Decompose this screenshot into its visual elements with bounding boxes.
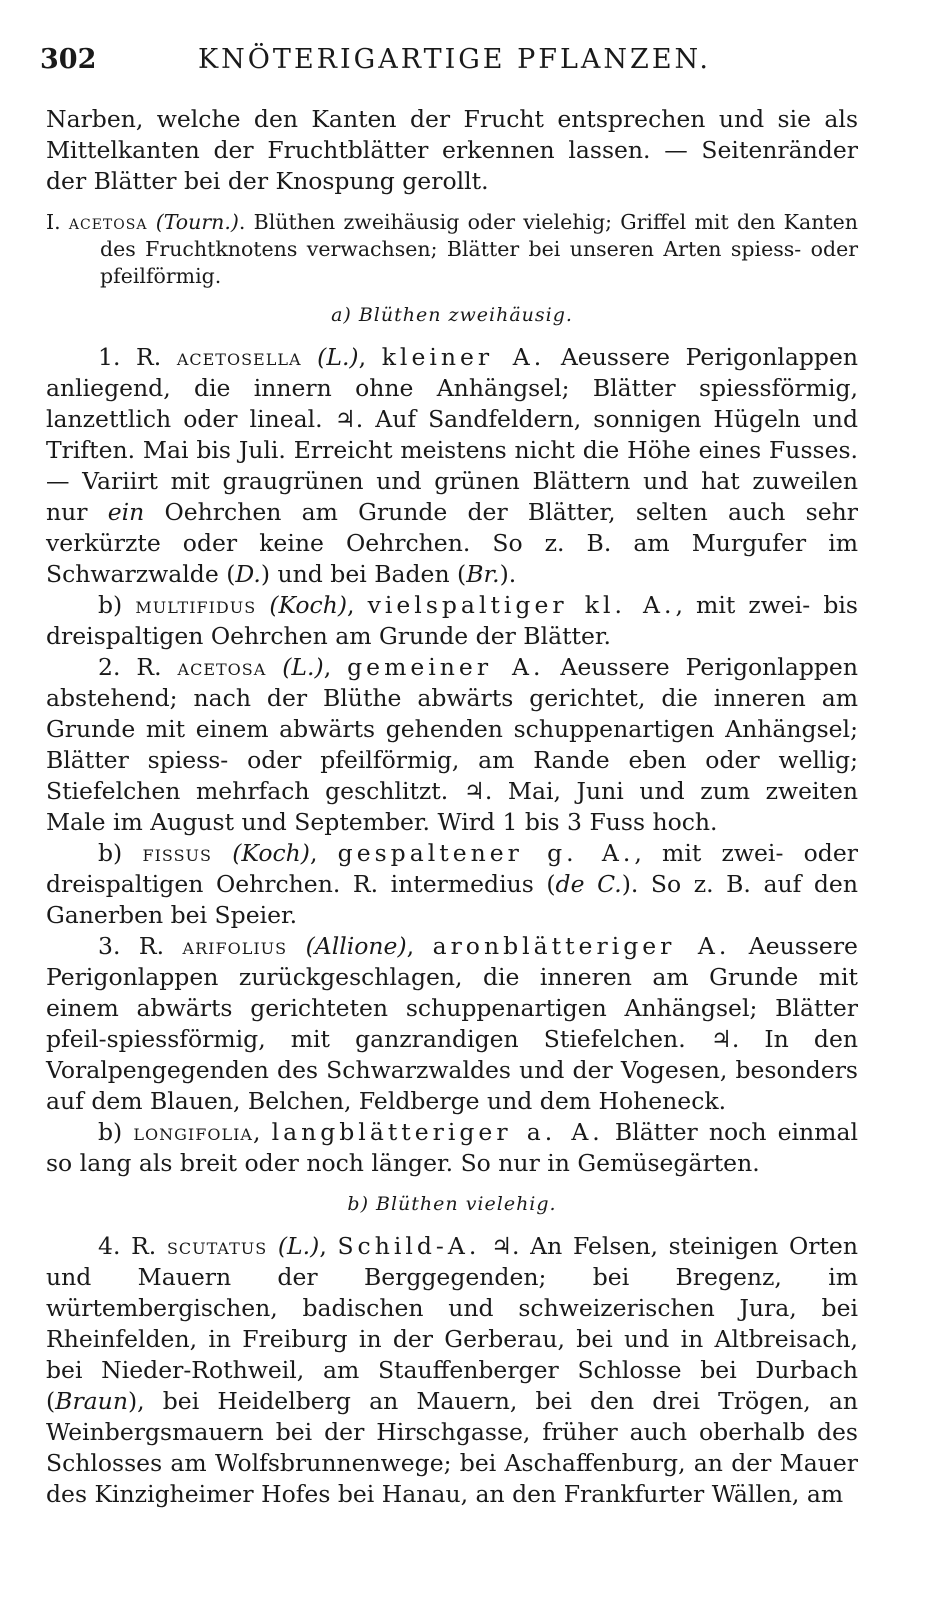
entry-acetosella: 1. R. acetosella (L.), kleiner A. Aeussere Perigonlappen anliegend, die innern ohne Anhängsel; Blätter spiessförmig, lanzettlich oder lineal. ♃. Auf Sandfeldern, sonnigen Hügeln und Triften. Mai bis Juli. Erreicht meistens nicht die Höhe eines Fusses. — Variirt mit graugrünen und grünen Blättern und hat zuweilen nur ein Oehrchen am Grunde der Blätter, selten auch sehr verkürzte oder keine Oehrchen. So z. B. am Murgufer im Schwarzwalde (D.) und bei Baden (Br.). bbox=[46, 343, 858, 588]
entry-text: ), bei Heidelberg an Mauern, bei den drei Trögen, an Weinbergsmauern bei der Hirschgasse, früher auch oberhalb des Schlosses am Wolfsbrunnenwege; bei Aschaffenburg, an der Mauer des Kinzigheimer Hofes bei Hanau, an den Frankfurter Wällen, am bbox=[46, 1387, 858, 1508]
running-title: KNÖTERIGARTIGE PFLANZEN. bbox=[198, 44, 712, 75]
subheading-b: b) Blüthen vielehig. bbox=[347, 1193, 557, 1215]
entry-number: 4. R. bbox=[98, 1232, 157, 1260]
entry-scutatus: 4. R. scutatus (L.), Schild-A. ♃. An Felsen, steinigen Orten und Mauern der Berggegenden; bei Bregenz, im würtembergischen, badischen und schweizerischen Jura, bei Rheinfelden, in Freiburg in der Gerberau, bei und in Altbreisach, bei Nieder-Rothweil, am Stauffenberger Schlosse bei Durbach (Braun), bei Heidelberg an Mauern, bei den drei Trögen, an Weinbergsmauern bei der Hirschgasse, früher auch oberhalb des Schlosses am Wolfsbrunnenwege; bei Aschaffenburg, an der Mauer des Kinzigheimer Hofes bei Hanau, an den Frankfurter Wällen, am bbox=[46, 1232, 858, 1508]
variety-longifolia: b) longifolia, langblätteriger a. A. Blätter noch einmal so lang als breit oder noch länger. So nur in Gemüsegärten. bbox=[46, 1118, 858, 1177]
variety-text: , mit zwei- oder dreispaltigen Oehrchen. R. intermedius ( bbox=[46, 839, 858, 898]
page-body bbox=[46, 104, 858, 1510]
variety-name: fissus bbox=[142, 839, 212, 867]
entry-acetosa: 2. R. acetosa (L.), gemeiner A. Aeussere Perigonlappen abstehend; nach der Blüthe abwärts gerichtet, die inneren am Grunde mit einem abwärts gehenden schuppenartigen Anhängsel; Blätter spiess- oder pfeilförmig, am Rande eben oder wellig; Stiefelchen mehrfach geschlitzt. ♃. Mai, Juni und zum zweiten Male im August und September. Wird 1 bis 3 Fuss hoch. bbox=[46, 653, 858, 836]
species-name: acetosa bbox=[177, 653, 267, 681]
source-citation: D. bbox=[235, 560, 261, 588]
page-header bbox=[40, 44, 890, 84]
entry-number: 2. R. bbox=[98, 653, 162, 681]
entry-text: Oehrchen am Grunde der Blätter, selten auch sehr verkürzte oder keine Oehrchen. So z. B. am Murgufer im Schwarzwalde ( bbox=[46, 498, 858, 588]
section-text: . Blüthen zweihäusig oder vielehig; Griffel mit den Kanten des Fruchtknotens verwachsen; Blätter bei unseren Arten spiess- oder pfeilförmig. bbox=[100, 210, 858, 288]
source-citation: Br. bbox=[466, 560, 500, 588]
species-authority: (L.) bbox=[277, 1232, 320, 1260]
entry-arifolius: 3. R. arifolius (Allione), aronblätteriger A. Aeussere Perigonlappen zurückgeschlagen, die inneren am Grunde mit einem abwärts gerichteten schuppenartigen Anhängsel; Blätter pfeil-spiessförmig, mit ganzrandigen Stiefelchen. ♃. In den Voralpengegenden des Schwarzwaldes und der Vogesen, besonders auf dem Blauen, Belchen, Feldberge und dem Hoheneck. bbox=[46, 932, 858, 1115]
common-name: gespaltener g. A. bbox=[337, 839, 635, 867]
variety-authority: (Koch) bbox=[232, 839, 310, 867]
entry-emphasis: ein bbox=[107, 498, 145, 526]
source-citation: Braun bbox=[55, 1387, 128, 1415]
variety-authority: (Koch) bbox=[269, 591, 348, 619]
entry-number: 3. R. bbox=[98, 932, 165, 960]
variety-text: ). So z. B. auf den Ganerben bei Speier. bbox=[46, 870, 858, 929]
section-genus: acetosa bbox=[68, 210, 148, 234]
species-name: scutatus bbox=[166, 1232, 268, 1260]
common-name: gemeiner A. bbox=[347, 653, 545, 681]
variety-multifidus: b) multifidus (Koch), vielspaltiger kl. A., mit zwei- bis dreispaltigen Oehrchen am Grunde der Blätter. bbox=[46, 591, 858, 650]
variety-label: b) bbox=[98, 839, 123, 867]
common-name: kleiner A. bbox=[381, 343, 546, 371]
variety-name: longifolia bbox=[133, 1118, 253, 1146]
section-number: I. bbox=[46, 210, 61, 234]
page-number: 302 bbox=[40, 44, 97, 75]
section-acetosa bbox=[46, 209, 858, 290]
intro-paragraph: Narben, welche den Kanten der Frucht entsprechen und sie als Mittelkanten der Fruchtblätter erkennen lassen. — Seitenränder der Blätter bei der Knospung gerollt. bbox=[46, 105, 858, 195]
entry-text: Aeussere Perigonlappen abstehend; nach der Blüthe abwärts gerichtet, die inneren am Grunde mit einem abwärts gehenden schuppenartigen Anhängsel; Blätter spiess- oder pfeilförmig, am Rande eben oder wellig; Stiefelchen mehrfach geschlitzt. ♃. Mai, Juni und zum zweiten Male im August und September. Wird 1 bis 3 Fuss hoch. bbox=[46, 653, 858, 836]
species-name: arifolius bbox=[182, 932, 288, 960]
entry-text: ♃. An Felsen, steinigen Orten und Mauern der Berggegenden; bei Bregenz, im würtembergischen, badischen und schweizerischen Jura, bei Rheinfelden, in Freiburg in der Gerberau, bei und in Altbreisach, bei Nieder-Rothweil, am Stauffenberger Schlosse bei Durbach ( bbox=[46, 1232, 858, 1415]
entry-text: Aeussere Perigonlappen zurückgeschlagen, die inneren am Grunde mit einem abwärts gerichteten schuppenartigen Anhängsel; Blätter pfeil-spiessförmig, mit ganzrandigen Stiefelchen. ♃. In den Voralpengegenden des Schwarzwaldes und der Vogesen, besonders auf dem Blauen, Belchen, Feldberge und dem Hoheneck. bbox=[46, 932, 858, 1115]
entry-text: Aeussere Perigonlappen anliegend, die innern ohne Anhängsel; Blätter spiessförmig, lanzettlich oder lineal. ♃. Auf Sandfeldern, sonnigen Hügeln und Triften. Mai bis Juli. Erreicht meistens nicht die Höhe eines Fusses. — Variirt mit graugrünen und grünen Blättern und hat zuweilen nur bbox=[46, 343, 858, 526]
variety-text: , mit zwei- bis dreispaltigen Oehrchen am Grunde der Blätter. bbox=[46, 591, 858, 650]
variety-fissus: b) fissus (Koch), gespaltener g. A., mit zwei- oder dreispaltigen Oehrchen. R. intermedius (de C.). So z. B. auf den Ganerben bei Speier. bbox=[46, 839, 858, 929]
species-authority: (Allione) bbox=[305, 932, 407, 960]
variety-label: b) bbox=[98, 591, 123, 619]
common-name: langblätteriger a. A. bbox=[271, 1118, 604, 1146]
variety-text: Blätter noch einmal so lang als breit oder noch länger. So nur in Gemüsegärten. bbox=[46, 1118, 858, 1177]
entry-text: ) und bei Baden ( bbox=[260, 560, 467, 588]
entry-number: 1. R. bbox=[98, 343, 162, 371]
variety-label: b) bbox=[98, 1118, 123, 1146]
common-name: Schild-A. bbox=[337, 1232, 481, 1260]
entry-text: ). bbox=[499, 560, 517, 588]
section-authority: (Tourn.) bbox=[155, 210, 239, 234]
common-name: aronblätteriger A. bbox=[432, 932, 731, 960]
species-name: acetosella bbox=[176, 343, 302, 371]
subheading-a: a) Blüthen zweihäusig. bbox=[331, 304, 573, 326]
common-name: vielspaltiger kl. A. bbox=[367, 591, 676, 619]
source-citation: de C. bbox=[555, 870, 622, 898]
species-authority: (L.) bbox=[317, 343, 359, 371]
species-authority: (L.) bbox=[282, 653, 324, 681]
variety-name: multifidus bbox=[135, 591, 257, 619]
